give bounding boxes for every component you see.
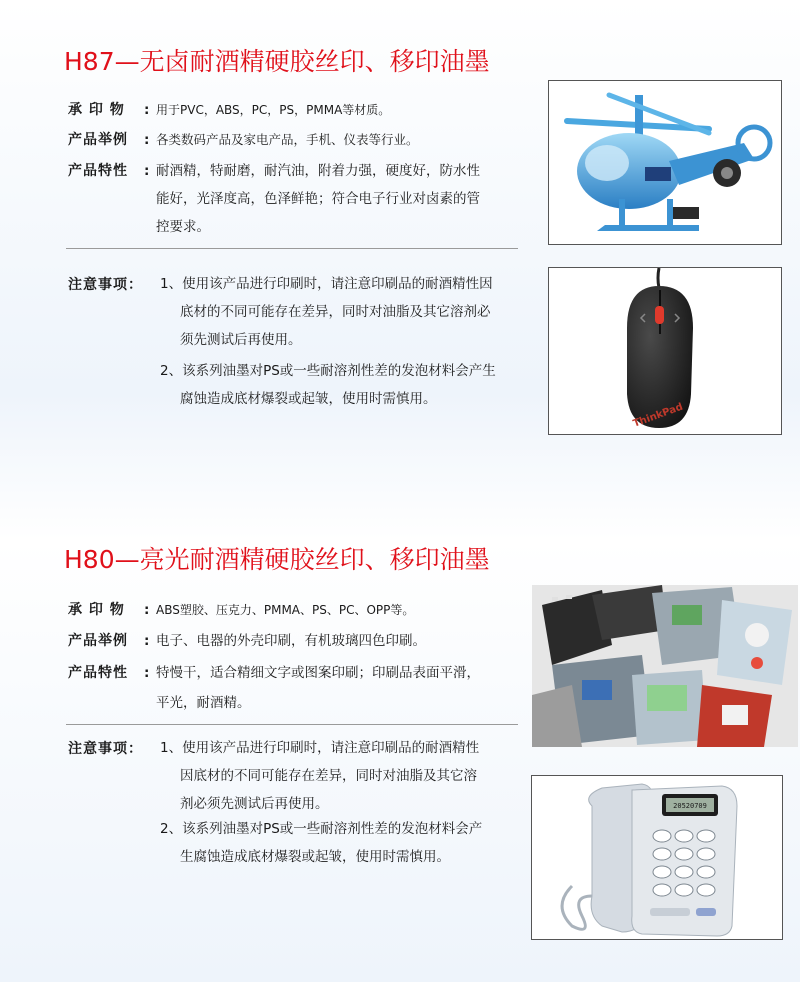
h80-notice-line-4: 2、该系列油墨对PS或一些耐溶剂性差的发泡材料会产 xyxy=(160,821,483,837)
h80-substrate-label: 承 印 物 xyxy=(68,602,125,618)
h80-features-line-2: 平光，耐酒精。 xyxy=(156,695,251,711)
h87-notice-line-3: 须先测试后再使用。 xyxy=(180,332,302,348)
telephone-photo xyxy=(531,775,783,940)
h80-notice-line-3: 剂必须先测试后再使用。 xyxy=(180,796,329,812)
h87-features-line-2: 能好，光泽度高，色泽鲜艳；符合电子行业对卤素的管 xyxy=(156,191,480,207)
h80-examples-value: 电子、电器的外壳印刷，有机玻璃四色印刷。 xyxy=(156,633,426,649)
h80-features-line-1: 特慢干，适合精细文字或图案印刷；印刷品表面平滑， xyxy=(156,665,480,681)
h80-divider xyxy=(66,724,518,725)
helicopter-photo xyxy=(548,80,782,245)
mouse-brand-text: ThinkPad xyxy=(631,401,685,430)
h87-examples-value: 各类数码产品及家电产品，手机、仪表等行业。 xyxy=(156,132,419,147)
h87-divider xyxy=(66,248,518,249)
h80-features-label: 产品特性 xyxy=(68,665,128,681)
h87-features-line-1: 耐酒精，特耐磨，耐汽油，附着力强，硬度好，防水性 xyxy=(156,163,480,179)
h87-substrate-value: 用于PVC，ABS，PC，PS，PMMA等材质。 xyxy=(156,103,391,117)
phone-display-text: 20520709 xyxy=(673,802,707,810)
h80-notice-label: 注意事项： xyxy=(68,741,143,757)
h80-notice-line-1: 1、使用该产品进行印刷时，请注意印刷品的耐酒精性 xyxy=(160,740,480,756)
h87-features-label: 产品特性 xyxy=(68,163,128,179)
h80-notice-line-2: 因底材的不同可能存在差异，同时对油脂及其它溶 xyxy=(180,768,477,784)
membrane-panels-photo xyxy=(532,585,798,747)
h87-substrate-label: 承 印 物 xyxy=(68,102,125,118)
h87-examples-label: 产品举例 xyxy=(68,132,128,148)
helicopter-illustration xyxy=(549,81,781,244)
h80-examples-label: 产品举例 xyxy=(68,633,128,649)
h87-features-line-3: 控要求。 xyxy=(156,219,210,235)
thinkpad-mouse-photo xyxy=(548,267,782,435)
h80-substrate-value: ABS塑胶、压克力、PMMA、PS、PC、OPP等。 xyxy=(156,603,415,617)
h87-notice-line-4: 2、该系列油墨对PS或一些耐溶剂性差的发泡材料会产生 xyxy=(160,363,496,379)
h87-notice-line-2: 底材的不同可能存在差异，同时对油脂及其它溶剂必 xyxy=(180,304,491,320)
h87-notice-line-1: 1、使用该产品进行印刷时，请注意印刷品的耐酒精性因 xyxy=(160,276,493,292)
h87-title: H87—无卤耐酒精硬胶丝印、移印油墨 xyxy=(64,47,490,76)
h80-notice-line-5: 生腐蚀造成底材爆裂或起皱，使用时需慎用。 xyxy=(180,849,450,865)
h87-notice-line-5: 腐蚀造成底材爆裂或起皱，使用时需慎用。 xyxy=(180,391,437,407)
h87-notice-label: 注意事项： xyxy=(68,277,143,293)
h80-title: H80—亮光耐酒精硬胶丝印、移印油墨 xyxy=(64,545,490,574)
